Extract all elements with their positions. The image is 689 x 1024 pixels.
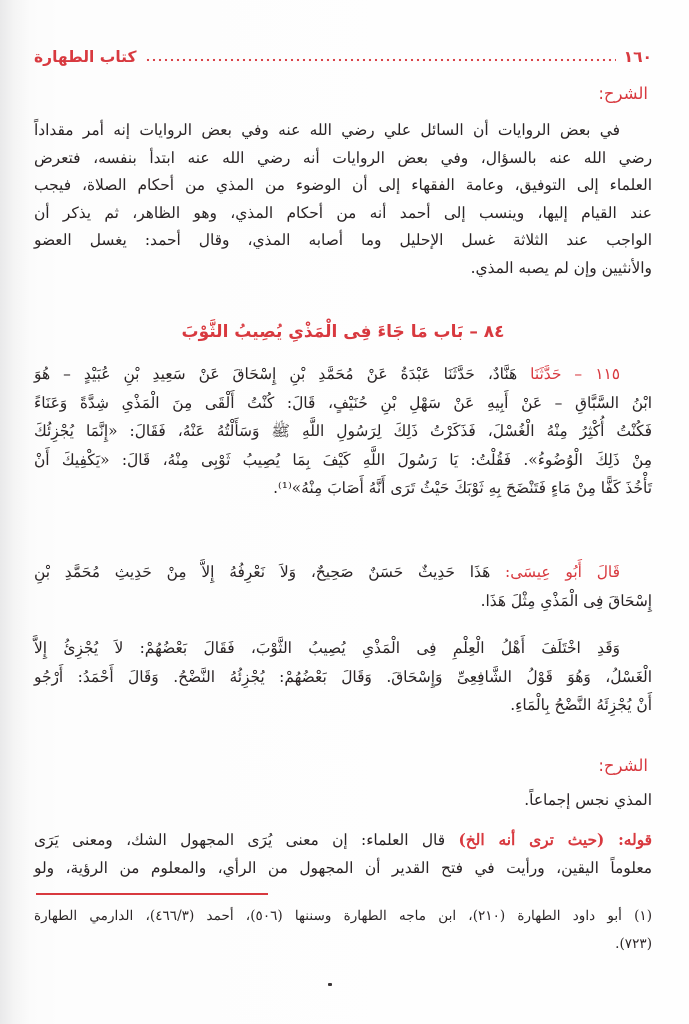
hadith-paragraph <box>34 360 652 503</box>
text-line: تَأْخُذَ كَفًّا مِنْ مَاءٍ فَتَنْضَحَ بِهِ ثَوْبَكَ حَيْثُ تَرَى أَنَّهُ أَصَابَ مِنْهُ»⁽¹⁾. <box>273 479 652 498</box>
hadith-number: ١١٥ – حَدَّثَنَا <box>530 365 620 383</box>
text-line: المذي نجس إجماعاً. <box>524 791 652 809</box>
text-line: والأنثيين وإن لم يصبه المذي. <box>470 258 652 277</box>
qawluhu-paragraph <box>34 827 652 882</box>
text-line: في بعض الروايات أن السائل علي رضي الله عنه وفي بعض الروايات إنه أمر مقداداً <box>34 121 620 139</box>
text-line: إِسْحَاقَ فِى الْمَذْىِ مِثْلَ هَذَا. <box>480 591 652 610</box>
print-mark <box>328 983 332 986</box>
commentary-paragraph <box>34 117 652 283</box>
text-line: عند القيام إليها، وينسب إلى أحمد أنه من أحكام المذي، وهو الظاهر، ثم يذكر أن <box>34 203 652 222</box>
text-line <box>34 558 652 587</box>
page-number: ١٦٠ <box>623 48 652 66</box>
leader-dots <box>145 58 616 62</box>
running-header <box>34 44 652 70</box>
commentary-label-2: الشرح: <box>598 756 648 775</box>
commentary-label: الشرح: <box>598 84 648 103</box>
qawluhu-label: قوله: (حيث ترى أنه الخ) <box>458 831 652 849</box>
text-line: وَقَدِ اخْتَلَفَ أَهْلُ الْعِلْمِ فِى الْمَذْىِ يُصِيبُ الثَّوْبَ، فَقَالَ بَعْضُهُمْ: لاَ يُجْزِئُ إِلاَّ <box>34 639 620 657</box>
hadith-text: هَنَّادٌ، حَدَّثَنَا عَبْدَةُ عَنْ مُحَمَّدِ بْنِ إِسْحَاقَ عَنْ سَعِيدِ بْنِ عُبَيْدٍ – هُوَ <box>34 365 518 383</box>
book-page <box>34 0 652 1024</box>
text-line: معلوماً اليقين، ورأيت في فتح القدير أن المجهول من الرأي، والمعلوم من الرؤية، ولو <box>34 858 652 877</box>
text-line: أَنْ يُجْزِئَهُ النَّضْحُ بِالْمَاءِ. <box>510 696 652 715</box>
text-line: ابْنُ السَّبَّاقِ – عَنْ أَبِيهِ عَنْ سَهْلِ بْنِ حُنَيْفٍ، قَالَ: كُنْتُ أَلْقَى مِنَ الْمَذْىِ شِدَّةً وَعَنَاءً <box>34 393 652 412</box>
text-line: مِنْ ذَلِكَ الْوُضُوءُ». فَقُلْتُ: يَا رَسُولَ اللَّهِ كَيْفَ بِمَا يُصِيبُ ثَوْبِى مِنْهُ، قَالَ: «يَكْفِيكَ أَنْ <box>34 450 652 469</box>
scholars-paragraph <box>34 634 652 720</box>
abu-isa-text: هَذَا حَدِيثٌ حَسَنٌ صَحِيحٌ، وَلاَ نَعْرِفُهُ إِلاَّ مِنْ حَدِيثِ مُحَمَّدِ بْنِ <box>34 563 491 581</box>
text-line: رضي الله عنه بالسؤال، وفي بعض الروايات أنه رضي الله عنه ابتدأ بنفسه، فتعرض <box>34 148 652 167</box>
text-line <box>34 827 652 855</box>
commentary-2-paragraph <box>34 787 652 815</box>
footnote-divider <box>36 893 268 895</box>
book-title: كتاب الطهارة <box>34 48 137 66</box>
footnote-line: (٧٢٣). <box>615 936 652 952</box>
abu-isa-label: قَالَ أَبُو عِيسَى: <box>505 563 620 581</box>
text-line: الواجب عند الثلاثة غسل الإحليل وما أصابه المذي، وقال أحمد: يغسل العضو <box>34 231 652 250</box>
chapter-title: ٨٤ – بَاب مَا جَاءَ فِى الْمَذْىِ يُصِيبُ الثَّوْبَ <box>181 322 505 342</box>
text-line: فَكُنْتُ أُكْثِرُ مِنْهُ الْغُسْلَ، فَذَكَرْتُ ذَلِكَ لِرَسُولِ اللَّهِ ﷺ وَسَأَلْتُهُ عَنْهُ، فَقَالَ: «إِنَّمَا يُجْزِئُكَ <box>34 422 652 441</box>
text-line: العلماء إلى التوفيق، وعامة الفقهاء إلى أن الوضوء من المذي من أحكام الصلاة، فيجب <box>34 176 652 195</box>
footnote <box>34 902 652 958</box>
text-line <box>34 360 652 389</box>
text-line: الْغَسْلُ، وَهُوَ قَوْلُ الشَّافِعِىِّ وَإِسْحَاقَ. وَقَالَ بَعْضُهُمْ: يُجْزِئُهُ النَّضْحُ. وَقَالَ أَحْمَدُ: أَرْجُو <box>34 667 652 686</box>
qawluhu-text: قال العلماء: إن معنى يُرَى المجهول الشك، ومعنى يَرَى <box>34 831 446 849</box>
footnote-line: (١) أبو داود الطهارة (٢١٠)، ابن ماجه الطهارة وسننها (٥٠٦)، أحمد (٤٦٦/٣)، الدارمي الطهارة <box>34 908 652 924</box>
abu-isa-paragraph <box>34 558 652 615</box>
